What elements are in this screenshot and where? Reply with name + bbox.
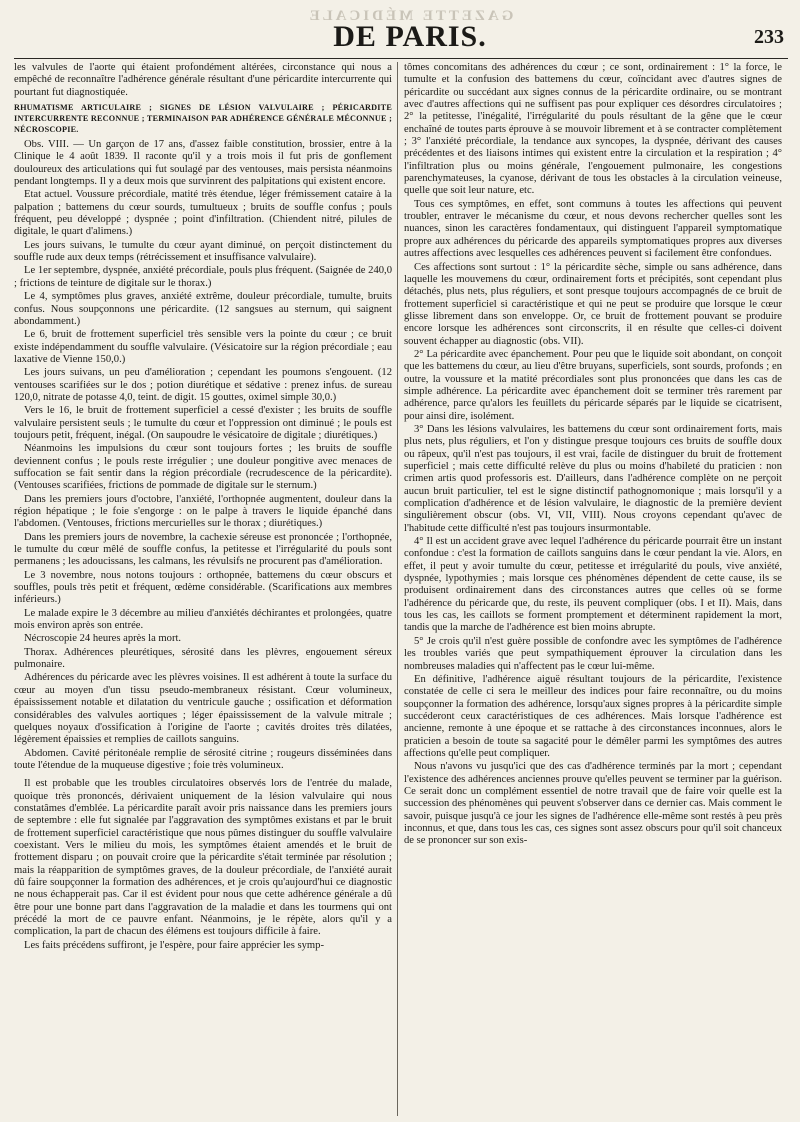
paragraph: Abdomen. Cavité péritonéale remplie de sérosité citrine ; rougeurs disséminées dans toute l'étendue de la muqueuse digestive ; foie très volumineux. bbox=[14, 747, 392, 771]
paragraph: Adhérences du péricarde avec les plèvres voisines. Il est adhérent à toute la surface du cœur au moyen d'un tissu pseudo-membraneux résistant. Cœur volumineux, épaississement notable et dilatation du ventricule gauche ; ossification et déformation considérables des valvules aortiques ; léger épaississement de la valvule mitrale ; quelques noyaux d'ossification à l'origine de l'aorte ; cavités droites très dilatées, légèrement épaissies et remplies de caillots sanguins. bbox=[14, 672, 392, 746]
paragraph: Il est probable que les troubles circulatoires observés lors de l'entrée du malade, quoique très prononcés, dérivaient uniquement de la lésion valvulaire qui nous constatâmes d'emblée. La péricardite paraît avoir pris naissance dans les premiers jours de septembre : elle fut signalée par l'aggravation des symptômes existans et par le bruit de frottement superficiel caractéristique que nous pûmes distinguer du souffle valvulaire coexistant. Vers le milieu du mois, les symptômes étaient amendés et le bruit de frottement disparu ; on pouvait croire que la péricardite s'était terminée par résolution ; mais la réapparition de symptômes graves, de la douleur précordiale, de l'anxiété aurait dû faire soupçonner la formation des adhérences, et je crois qu'aujourd'hui ce diagnostic ne nous échapperait pas. Car il est évident pour nous que cette adhérence générale a dû être pour une bonne part dans l'aggravation de la maladie et dans les tourmens qui ont précédé la mort de ce pauvre enfant. Néanmoins, je le répète, alors qu'il y a complication, la part de chacun des élémens est toujours difficile à faire. bbox=[14, 778, 392, 938]
paragraph: Les jours suivans, le tumulte du cœur ayant diminué, on perçoit distinctement du souffle rude aux deux temps (rétrécissement et insuffisance valvulaire). bbox=[14, 239, 392, 264]
paragraph: Le malade expire le 3 décembre au milieu d'anxiétés déchirantes et prolongées, quatre mois environ après son entrée. bbox=[14, 607, 392, 632]
paragraph: Ces affections sont surtout : 1° la péricardite sèche, simple ou sans adhérence, dans laquelle les mouvemens du cœur, ordinairement forts et précipités, sont cependant plus détachés, plus nets, plus réguliers, et sont presque toujours accompagnés de ce bruit de frottement superficiel si caractéristique et qui ne peut se produire que lorsque le cœur glisse librement dans son enveloppe. Or, ce bruit de frottement pouvant se produire encore lorsque les adhérences sont circonscrits, il en résulte que celles-ci doivent souvent échapper au diagnostic (obs. VII). bbox=[404, 261, 782, 347]
header-rule bbox=[14, 58, 788, 59]
paragraph: Les faits précédens suffiront, je l'espère, pour faire apprécier les symp- bbox=[24, 939, 324, 951]
paragraph: Etat actuel. Voussure précordiale, matité très étendue, léger frémissement cataire à la palpation ; battemens du cœur sourds, tumultueux ; bruits de souffle confus ; pouls fréquent, peu développé ; dyspnée ; point d'infiltration. (Chiendent nitré, pilules de digitale, le quart d'alimens.) bbox=[14, 189, 392, 238]
paragraph: Les jours suivans, un peu d'amélioration ; cependant les poumons s'engouent. (12 ventouses scarifiées sur le dos ; potion diurétique et sédative : prenez infus. de sureau 120,0, nitrate de potasse 4,0, teint. de digit. 15 gouttes, oximel simple 30,0.) bbox=[14, 367, 392, 403]
right-column bbox=[404, 62, 782, 1116]
column-divider bbox=[397, 62, 398, 1116]
paragraph: Dans les premiers jours d'octobre, l'anxiété, l'orthopnée augmentent, douleur dans la région hépatique ; le foie s'engorge : on le palpe à travers le liquide épanché dans l'abdomen. (Ventouses, frictions mercurielles sur le thorax ; diurétiques.) bbox=[14, 493, 392, 530]
paragraph: Le 3 novembre, nous notons toujours : orthopnée, battemens du cœur obscurs et souffles, pouls très petit et fréquent, œdème considérable. (Scarifications aux membres inférieurs.) bbox=[14, 569, 392, 606]
paragraph: Néanmoins les impulsions du cœur sont toujours fortes ; les bruits de souffle deviennent confus ; le pouls reste irrégulier ; une douleur pongitive avec menaces de suffocation se fait sentir dans la région précordiale (recrudescence de la péricardite). (Ventouses scarifiées, frictions de pommade de digitale sur le sternum.) bbox=[14, 443, 392, 492]
paragraph: Nous n'avons vu jusqu'ici que des cas d'adhérence terminés par la mort ; cependant l'existence des adhérences anciennes prouve qu'elles peuvent se terminer par la guérison. Ce serait donc un complément essentiel de notre travail que de faire voir quelle est la succession des phénomènes qui peuvent s'observer dans ce dernier cas. Mais comment le savoir, puisque jusqu'à ce jour les signes de l'adhérence elle-même sont restés à peu près inconnus, et que, dans tous les cas, ces signes sont assez obscurs pour qu'il soit chanceux de se prononcer sur son exis- bbox=[404, 761, 782, 847]
paragraph: 3° Dans les lésions valvulaires, les battemens du cœur sont ordinairement forts, mais plus nets, plus réguliers, et l'on y distingue presque toujours ces bruits de souffle doux ou râpeux, qu'il n'est pas toujours, il est vrai, facile de distinguer du bruit de frottement superficiel ; mais cette difficulté relève du plus ou moins d'habileté du praticien : non crimen artis quod professoris est. D'ailleurs, dans l'adhérence complète on ne perçoit aucun bruit particulier, tel est le signe distinctif pathognomonique ; mais lorsqu'il y a complication d'adhérence et de lésion valvulaire, le diagnostic de la première devient singulièrement obscur (obs. VI, VII, VIII). Nous croyons cependant qu'avec de l'habitude cette difficulté n'est pas toujours insurmontable. bbox=[404, 423, 782, 534]
paragraph: Le 1er septembre, dyspnée, anxiété précordiale, pouls plus fréquent. (Saignée de 240,0 ; frictions de teinture de digitale sur le thorax.) bbox=[14, 265, 392, 289]
left-column bbox=[14, 62, 392, 1116]
paragraph: En définitive, l'adhérence aiguë résultant toujours de la péricardite, l'existence constatée de celle ci sera le meilleur des indices pour faire reconnaître, ou du moins soupçonner la formation des adhérence, lorsqu'aux signes propres à la péricardite simple succéderont ceux caractéristiques de ces adhérences. Mais lorsque l'adhérence est ancienne, remonte à une époque et se rattache à des circonstances inconnues, alors le praticien a besoin de toute sa sagacité pour le démêler parmi les symptômes des autres affections qu'elle peut compliquer. bbox=[404, 673, 782, 759]
paragraph: 4° Il est un accident grave avec lequel l'adhérence du péricarde pourrait être un instant confondue : c'est la formation de caillots sanguins dans le cœur pendant la vie. Alors, en effet, il peut y avoir tumulte du cœur, petitesse et irrégularité du pouls, vive anxiété, dyspnée, lypothymies ; mais lorsque ces phénomènes dépendent de cette cause, ils se produisent ordinairement dans des circonstances autres que celles où se forme l'adhérence du péricarde que, du reste, ils peuvent compliquer (obs. I et II). Mais, dans tous les cas, les caillots se forment promptement et déterminent rapidement la mort, tandis que la marche de l'adhérence est bien moins abrupte. bbox=[404, 536, 782, 634]
paragraph: Nécroscopie 24 heures après la mort. bbox=[24, 633, 182, 645]
page-header bbox=[0, 6, 800, 52]
running-title: DE PARIS. bbox=[333, 20, 487, 53]
observation-heading: RHUMATISME ARTICULAIRE ; SIGNES DE LÉSION VALVULAIRE ; PÉRICARDITE INTERCURRENTE RECONNUE ; TERMINAISON PAR ADHÉRENCE GÉNÉRALE MÉCONNUE ; NÉCROSCOPIE. bbox=[14, 103, 392, 135]
paragraph: Obs. VIII. — Un garçon de 17 ans, d'assez faible constitution, brossier, entre à la Clinique le 4 août 1839. Il raconte qu'il y a trois mois il fut pris de gonflement douloureux des articulations qui fut soulagé par des ventouses, mais persista néanmoins pendant longtemps. Il y a deux mois que survinrent des palpitations qui existent encore. bbox=[14, 139, 392, 188]
paragraph: 5° Je crois qu'il n'est guère possible de confondre avec les symptômes de l'adhérence les troubles variés que peut sympathiquement éprouver la circulation dans les nombreuses maladies qui n'affectent pas le cœur lui-même. bbox=[404, 635, 782, 672]
paragraph: Vers le 16, le bruit de frottement superficiel a cessé d'exister ; les bruits de souffle valvulaire persistent seuls ; le tumulte du cœur et l'oppression ont diminué ; le pouls est toujours petit, fréquent, inégal. (On saupoudre le vésicatoire de digitale ; diurétiques.) bbox=[14, 405, 392, 441]
paragraph: Thorax. Adhérences pleurétiques, sérosité dans les plèvres, engouement séreux pulmonaire. bbox=[14, 646, 392, 671]
paragraph: tômes concomitans des adhérences du cœur ; ce sont, ordinairement : 1° la force, le tumulte et la confusion des battemens du cœur, coïncidant avec d'autres signes de péricardite ou succédant aux signes connus de la péricardite ordinaire, ou se montrant avec d'autres affections qui ne suffisent pas pour expliquer ces désordres circulatoires ; 2° la petitesse, l'inégalité, l'irrégularité du pouls résultant de la gêne que le cœur enchaîné de toutes parts éprouve à se mouvoir librement et à se contracter complètement ; 3° l'anxiété précordiale, la tendance aux syncopes, la dyspnée, dérivant des causes précédentes et des liaisons intimes qui existent entre la circulation et la respiration ; 4° l'infiltration plus ou moins générale, l'engouement pulmonaire, les congestions parenchymateuses, la cyanose, dérivant de tous les obstacles à la circulation veineuse, quelle que soit leur nature, etc. bbox=[404, 62, 782, 197]
paragraph: Dans les premiers jours de novembre, la cachexie séreuse est prononcée ; l'orthopnée, le tumulte du cœur mêlé de souffle confus, la petitesse et l'irrégularité du pouls sont permanens ; les adoucissans, les calmans, les révulsifs ne procurent pas d'amélioration. bbox=[14, 531, 392, 568]
bleed-through-text: GAZETTE MÉDICALE bbox=[306, 8, 514, 24]
paragraph: Le 6, bruit de frottement superficiel très sensible vers la pointe du cœur ; ce bruit existe indépendamment du souffle valvulaire. (Vésicatoire sur la région précordiale ; eau laxative de Vienne 150,0.) bbox=[14, 329, 392, 365]
page-number: 233 bbox=[754, 26, 784, 48]
paragraph: Le 4, symptômes plus graves, anxiété extrême, douleur précordiale, tumulte, bruits confus. Nous soupçonnons une péricardite. (12 sangsues au sternum, qui saignent abondamment.) bbox=[14, 291, 392, 327]
paragraph: Tous ces symptômes, en effet, sont communs à toutes les affections qui peuvent troubler, entraver le mécanisme du cœur, et nous devons rechercher quelles sont les nuances, sinon les caractères fondamentaux, qui distinguent l'appareil symptomatique propre aux adhérences du péricarde des appareils symptomatiques propres aux diverses autres affections avec lesquelles ces adhérences peuvent si facilement être confondues. bbox=[404, 198, 782, 260]
paragraph: les valvules de l'aorte qui étaient profondément altérées, circonstance qui nous a empêché de reconnaître l'adhérence générale résultant d'une péricardite intercurrente qui pourtant fut diagnostiquée. bbox=[14, 62, 392, 98]
paragraph: 2° La péricardite avec épanchement. Pour peu que le liquide soit abondant, on conçoit que les battemens du cœur, au lieu d'être bruyans, superficiels, sont sourds, profonds ; en outre, la voussure et la matité précordiales sont plus prononcées que dans les cas de simple adhérence. La péricardite avec épanchement doit se terminer très rarement par adhérence, parce qu'alors les feuillets du péricarde séparés par le liquide se cicatrisent, pour ainsi dire, isolément. bbox=[404, 348, 782, 422]
